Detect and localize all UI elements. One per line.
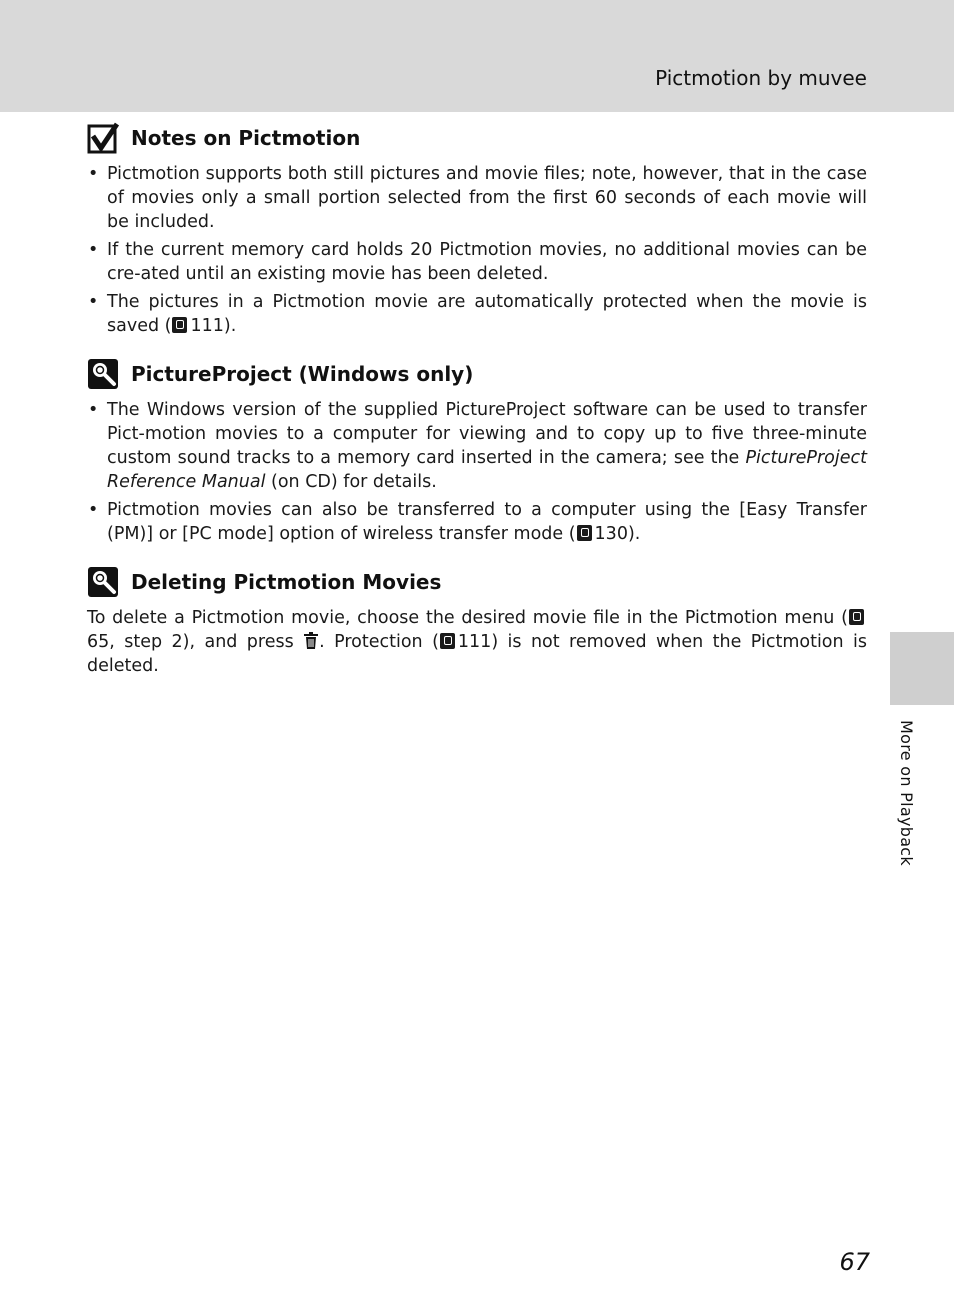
page-ref-number: 111 bbox=[457, 632, 492, 652]
chapter-label: More on Playback bbox=[897, 720, 916, 866]
text-segment: ). bbox=[223, 316, 237, 336]
bullet-list bbox=[87, 162, 867, 338]
text-segment: To delete a Pictmotion movie, choose the desired movie file in the Pictmotion menu ( bbox=[87, 608, 848, 628]
section-deleting bbox=[87, 566, 867, 678]
page-ref-number: 111 bbox=[190, 316, 224, 336]
list-item: • If the current memory card holds 20 Pictmotion movies, no additional movies can be cre-ated until an existing movie has been deleted. bbox=[87, 238, 867, 286]
section-title: PictureProject (Windows only) bbox=[131, 362, 474, 386]
trash-icon bbox=[304, 632, 318, 649]
page-reference-icon bbox=[849, 609, 864, 625]
section-pictureproject bbox=[87, 358, 867, 546]
text-segment: ). bbox=[627, 524, 641, 544]
running-header: Pictmotion by muvee bbox=[655, 66, 867, 90]
checkmark-icon bbox=[87, 122, 119, 154]
section-title: Deleting Pictmotion Movies bbox=[131, 570, 442, 594]
page-reference-icon bbox=[440, 633, 455, 649]
page-ref-number: 130 bbox=[594, 524, 628, 544]
section-notes bbox=[87, 122, 867, 338]
text-segment: The Windows version of the supplied PictureProject software can be used to transfer Pict-motion movies to a computer for viewing and to copy up to five three-minute custom sound tracks to a memory card inserted in the camera; see the bbox=[107, 400, 867, 468]
list-item bbox=[87, 290, 867, 338]
bullet-list bbox=[87, 398, 867, 546]
section-heading bbox=[87, 122, 867, 154]
chapter-tab bbox=[890, 632, 954, 705]
list-item bbox=[87, 398, 867, 494]
page-content bbox=[87, 122, 867, 698]
text-segment: Pictmotion movies can also be transferred to a computer using the [Easy Transfer (PM)] or [PC mode] option of wireless transfer mode ( bbox=[107, 500, 867, 544]
section-heading bbox=[87, 566, 867, 598]
magnifier-icon bbox=[87, 358, 119, 390]
page-ref-number: 65 bbox=[87, 632, 110, 652]
text-segment: The pictures in a Pictmotion movie are automatically protected when the movie is saved ( bbox=[107, 292, 867, 336]
section-heading bbox=[87, 358, 867, 390]
page-number: 67 bbox=[839, 1248, 870, 1276]
header-band bbox=[0, 0, 954, 112]
text-segment: , step 2), and press bbox=[109, 632, 304, 652]
text-segment: ) is not removed when the Pictmotion is deleted. bbox=[87, 632, 867, 676]
list-item bbox=[87, 498, 867, 546]
manual-title: PictureProject Reference Manual bbox=[107, 448, 867, 492]
text-segment: (on CD) for details. bbox=[265, 472, 437, 492]
text-segment: . Protection ( bbox=[319, 632, 439, 652]
section-title: Notes on Pictmotion bbox=[131, 126, 361, 150]
page-reference-icon bbox=[172, 317, 187, 333]
magnifier-icon bbox=[87, 566, 119, 598]
page-reference-icon bbox=[577, 525, 592, 541]
list-item: • Pictmotion supports both still pictures and movie files; note, however, that in the case of movies only a small portion selected from the first 60 seconds of each movie will be included. bbox=[87, 162, 867, 234]
body-paragraph bbox=[87, 606, 867, 678]
